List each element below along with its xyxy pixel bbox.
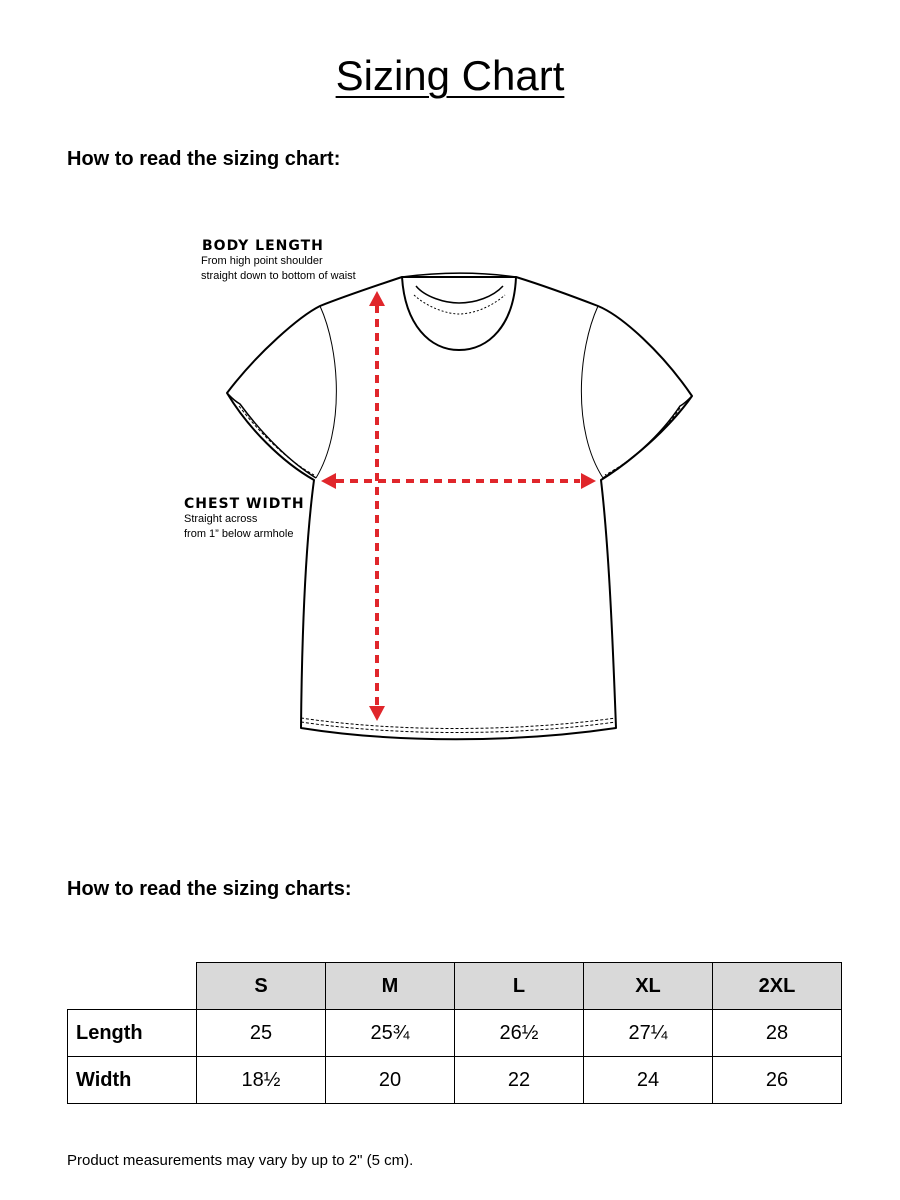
width-xl: 24 bbox=[584, 1057, 713, 1104]
table-row-length bbox=[68, 1010, 842, 1057]
size-table bbox=[67, 962, 842, 1104]
bottom-hem bbox=[301, 718, 616, 729]
tshirt-collar-inner bbox=[416, 286, 503, 303]
chest-width-desc-1: Straight across bbox=[184, 513, 258, 525]
table-corner bbox=[68, 963, 197, 1010]
row-label-width: Width bbox=[68, 1057, 197, 1104]
chest-width-label: CHEST WIDTH bbox=[184, 496, 305, 512]
length-xl: 27¼ bbox=[584, 1010, 713, 1057]
right-sleeve-hem bbox=[603, 396, 692, 478]
body-length-desc-2: straight down to bottom of waist bbox=[201, 270, 356, 282]
width-2xl: 26 bbox=[713, 1057, 842, 1104]
measurement-footnote: Product measurements may vary by up to 2" (5 cm). bbox=[67, 1152, 414, 1169]
tshirt-diagram bbox=[0, 200, 900, 760]
length-2xl: 28 bbox=[713, 1010, 842, 1057]
body-length-desc-1: From high point shoulder bbox=[201, 255, 323, 267]
width-s: 18½ bbox=[197, 1057, 326, 1104]
size-header-xl: XL bbox=[584, 963, 713, 1010]
arrow-head-bottom bbox=[369, 706, 385, 721]
size-header-row bbox=[68, 963, 842, 1010]
width-m: 20 bbox=[326, 1057, 455, 1104]
size-header-l: L bbox=[455, 963, 584, 1010]
width-l: 22 bbox=[455, 1057, 584, 1104]
table-heading: How to read the sizing charts: bbox=[67, 878, 352, 900]
chest-width-desc-2: from 1” below armhole bbox=[184, 528, 294, 540]
row-label-length: Length bbox=[68, 1010, 197, 1057]
arrow-head-top bbox=[369, 291, 385, 306]
left-sleeve-hem bbox=[227, 393, 316, 478]
arrow-head-left bbox=[321, 473, 336, 489]
page-title: Sizing Chart bbox=[335, 52, 565, 99]
size-header-m: M bbox=[326, 963, 455, 1010]
chart-heading: How to read the sizing chart: bbox=[67, 148, 341, 170]
body-length-label: BODY LENGTH bbox=[202, 238, 324, 254]
length-m: 25¾ bbox=[326, 1010, 455, 1057]
length-s: 25 bbox=[197, 1010, 326, 1057]
length-l: 26½ bbox=[455, 1010, 584, 1057]
size-header-s: S bbox=[197, 963, 326, 1010]
size-header-2xl: 2XL bbox=[713, 963, 842, 1010]
table-row-width bbox=[68, 1057, 842, 1104]
arrow-head-right bbox=[581, 473, 596, 489]
